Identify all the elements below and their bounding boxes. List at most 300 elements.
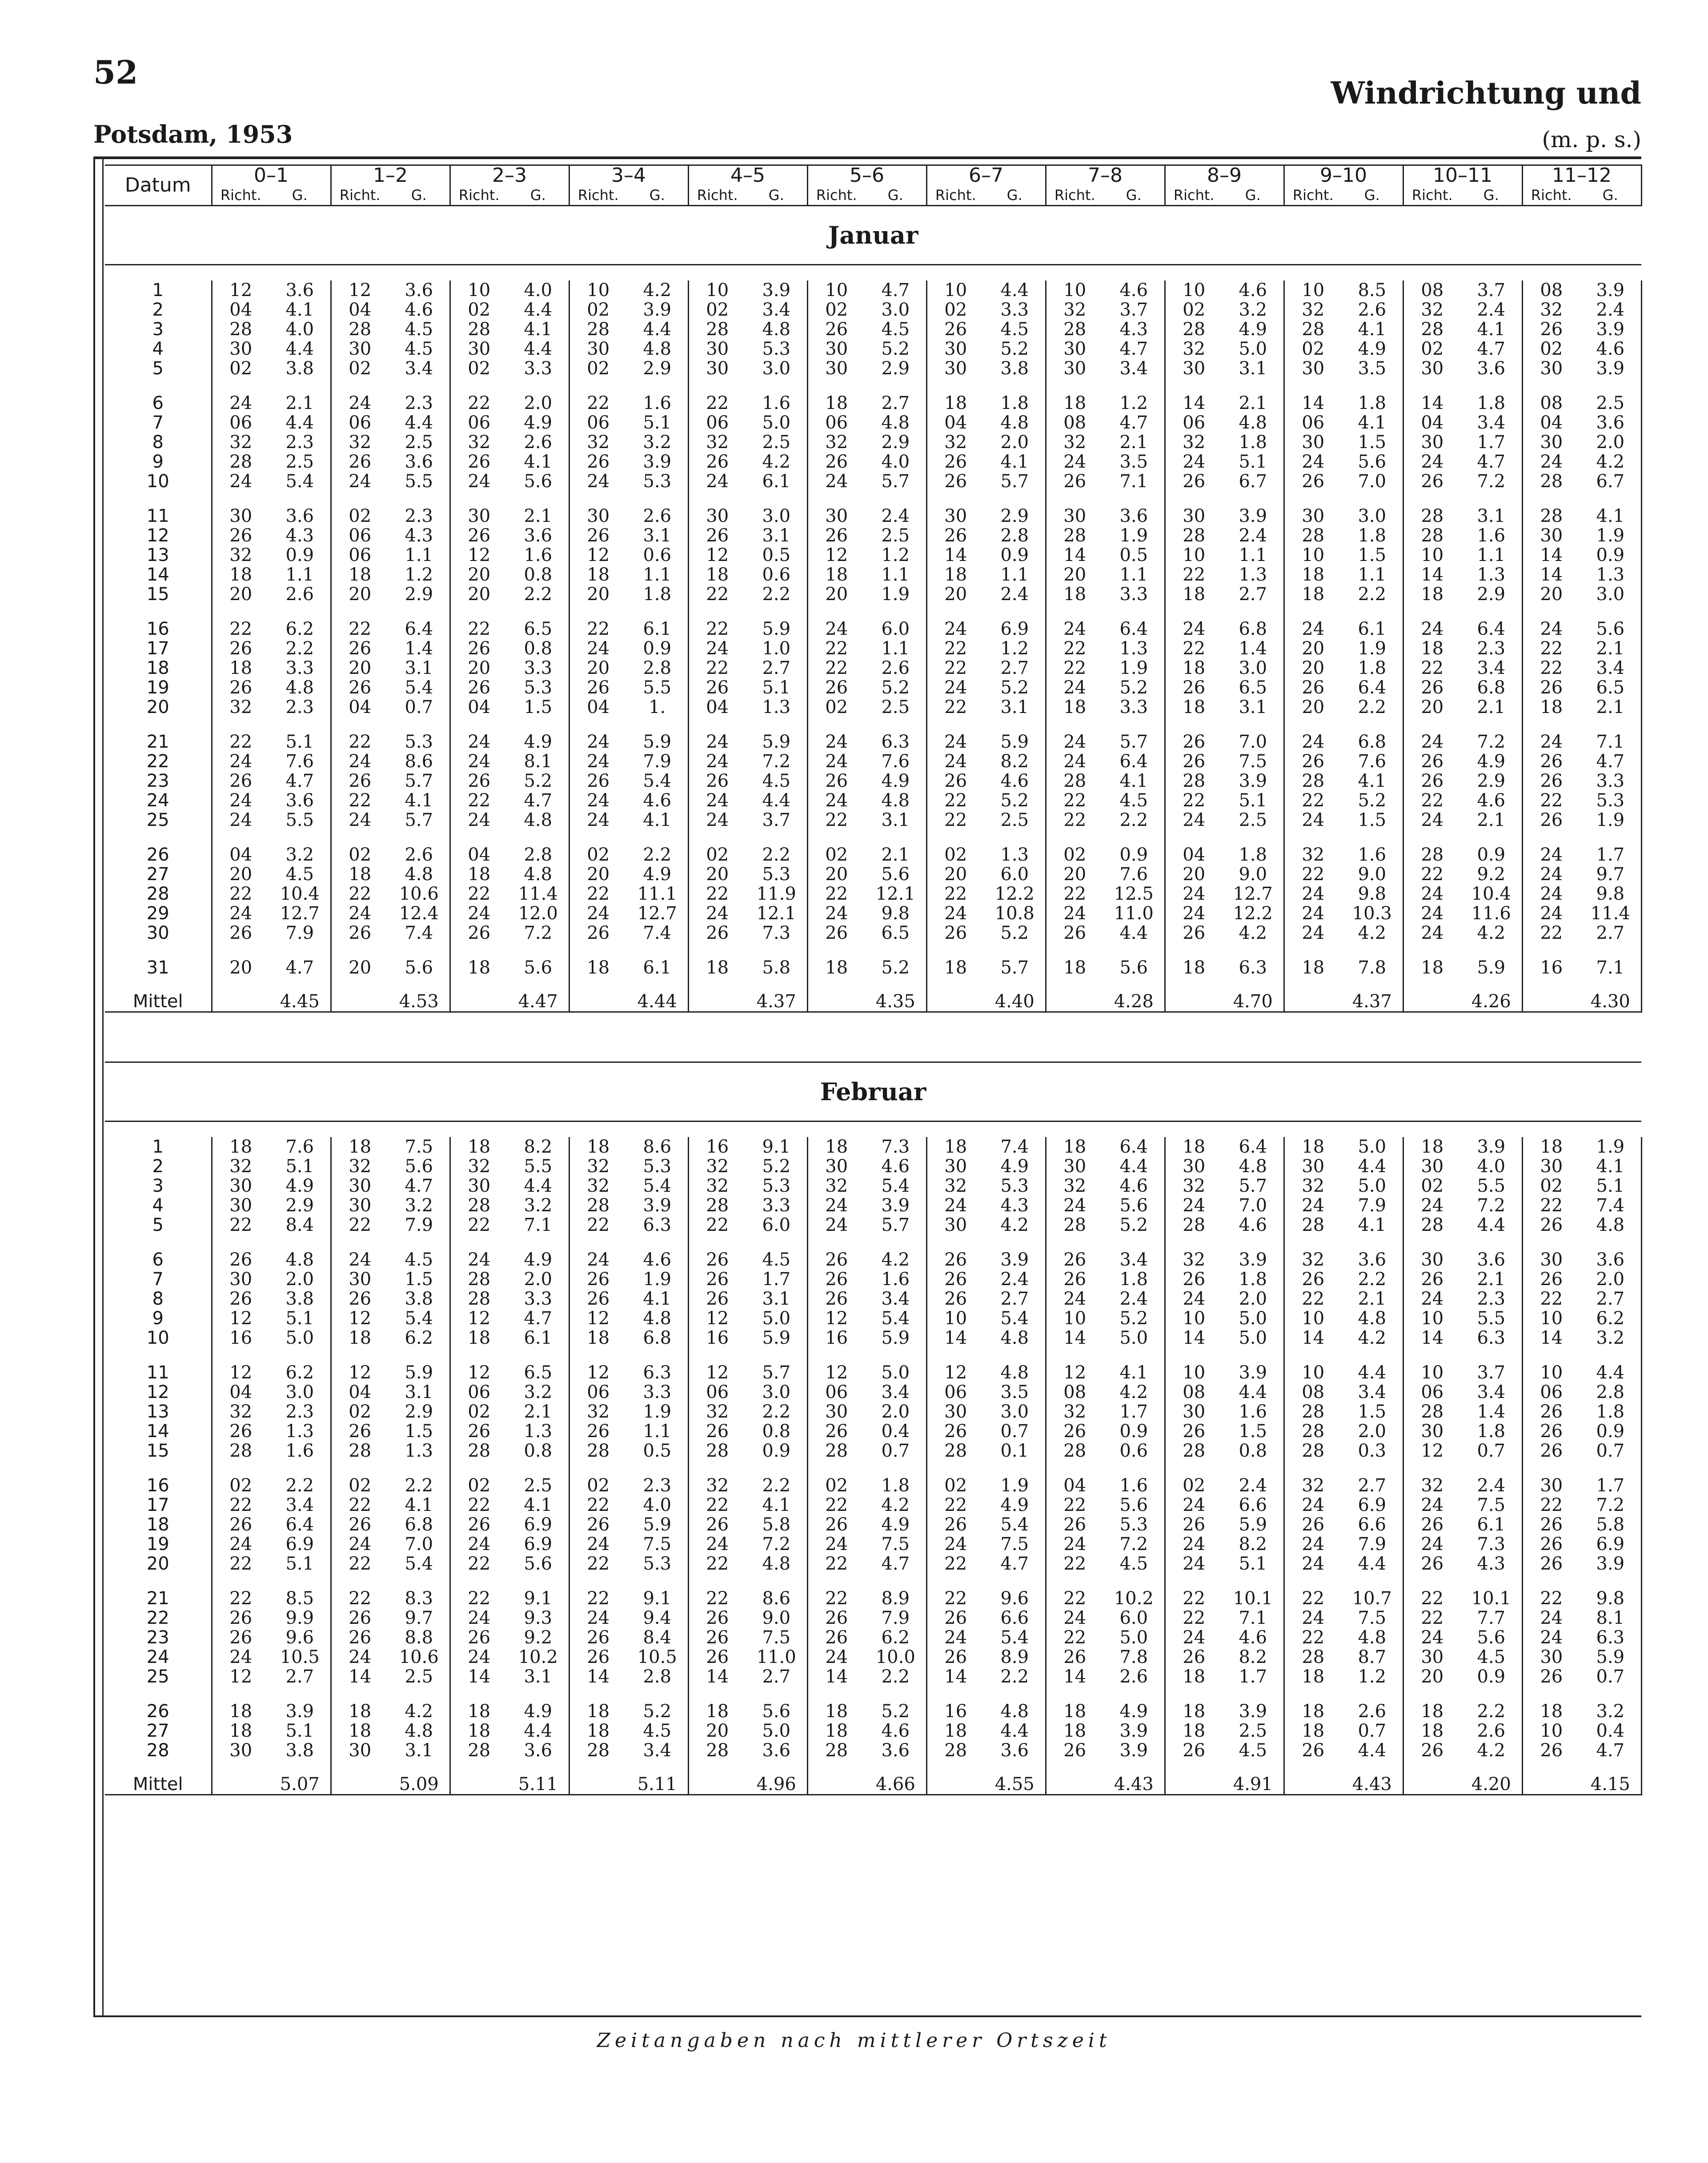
gap-cell [508, 1348, 569, 1363]
direction-cell: 04 [349, 1382, 372, 1402]
speed-cell: 10.8 [984, 904, 1046, 923]
speed-cell: 7.5 [389, 1137, 450, 1157]
direction-cell: 20 [229, 585, 253, 604]
gap-cell [1046, 604, 1103, 619]
direction-cell: 22 [468, 1495, 491, 1515]
speed-cell: 5.0 [865, 1363, 926, 1382]
direction-cell: 14 [706, 1667, 729, 1686]
direction-cell: 22 [825, 1495, 848, 1515]
speed-cell: 4.6 [1223, 280, 1284, 300]
direction-cell: 18 [944, 393, 967, 413]
gap-cell [688, 1235, 746, 1250]
speed-cell: 10.5 [269, 1647, 331, 1667]
gap-cell [688, 830, 746, 845]
direction-cell: 24 [229, 393, 253, 413]
direction-cell: 22 [825, 658, 848, 678]
speed-cell: 2.3 [269, 697, 331, 717]
table-row [105, 585, 1641, 604]
speed-cell: 6.3 [627, 1215, 688, 1235]
speed-cell: 2.2 [984, 1667, 1046, 1686]
direction-cell: 24 [587, 1608, 610, 1628]
speed-cell: 7.8 [1342, 958, 1403, 977]
speed-cell: 6.4 [1103, 1137, 1165, 1157]
direction-cell: 22 [468, 1215, 491, 1235]
direction-cell: 10 [1302, 280, 1325, 300]
speed-cell: 1.3 [389, 1441, 450, 1461]
speed-cell: 8.7 [1342, 1647, 1403, 1667]
speed-cell: 4.8 [508, 810, 569, 830]
table-row [105, 1215, 1641, 1235]
direction-cell: 18 [706, 565, 729, 585]
speed-cell: 6.4 [1103, 752, 1165, 771]
speed-cell: 7.6 [865, 752, 926, 771]
speed-cell: 4.4 [508, 339, 569, 359]
hour-interval-header: 7–8 [1046, 165, 1165, 186]
direction-cell: 24 [229, 904, 253, 923]
speed-cell: 5.7 [746, 1363, 807, 1382]
direction-cell: 18 [825, 958, 848, 977]
direction-cell: 26 [587, 452, 610, 472]
day-cell: 30 [105, 923, 212, 943]
direction-cell: 22 [587, 1495, 610, 1515]
speed-cell: 7.0 [1342, 472, 1403, 491]
direction-cell: 24 [706, 904, 729, 923]
speed-subheader: G. [1461, 185, 1522, 206]
direction-cell: 18 [1063, 697, 1087, 717]
gap-cell [1223, 1348, 1284, 1363]
gap-cell [1284, 717, 1342, 732]
direction-cell: 30 [1421, 1422, 1444, 1441]
gap-cell [926, 378, 984, 393]
speed-cell: 2.1 [1342, 1289, 1403, 1309]
direction-cell: 32 [825, 1176, 848, 1196]
direction-cell: 30 [1540, 526, 1563, 545]
gap-cell [746, 1235, 807, 1250]
day-cell: 7 [105, 413, 212, 433]
speed-cell: 5.2 [746, 1157, 807, 1176]
direction-cell: 24 [1063, 1608, 1087, 1628]
direction-cell: 04 [587, 697, 610, 717]
table-row [105, 1554, 1641, 1574]
speed-cell: 2.1 [1461, 1270, 1522, 1289]
direction-cell: 30 [1183, 506, 1206, 526]
speed-cell: 4.1 [1342, 413, 1403, 433]
mean-speed-cell: 4.55 [984, 1760, 1046, 1795]
direction-cell: 30 [825, 1157, 848, 1176]
direction-cell: 18 [944, 1721, 967, 1741]
direction-cell: 22 [229, 732, 253, 752]
gap-cell [688, 1348, 746, 1363]
direction-cell: 26 [706, 1608, 729, 1628]
gap-cell [984, 943, 1046, 958]
speed-cell: 3.9 [865, 1196, 926, 1215]
speed-cell: 5.5 [508, 1157, 569, 1176]
mean-direction-empty [1403, 977, 1461, 1012]
speed-cell: 5.7 [984, 472, 1046, 491]
speed-cell: 2.4 [1223, 526, 1284, 545]
hour-interval-header: 2–3 [450, 165, 569, 186]
direction-cell: 32 [1302, 845, 1325, 865]
footer-note: Zeitangaben nach mittlerer Ortszeit [597, 2029, 1111, 2052]
speed-cell: 9.2 [1461, 865, 1522, 884]
speed-cell: 3.9 [1223, 506, 1284, 526]
direction-cell: 04 [1183, 845, 1206, 865]
gap-cell [627, 1235, 688, 1250]
speed-cell: 4.0 [1461, 1157, 1522, 1176]
speed-cell: 4.8 [1223, 1157, 1284, 1176]
group-gap-row [105, 717, 1641, 732]
mean-direction-empty [1165, 1760, 1223, 1795]
speed-cell: 2.0 [865, 1402, 926, 1422]
direction-cell: 12 [587, 1363, 610, 1382]
speed-cell: 3.6 [746, 1741, 807, 1760]
speed-cell: 4.1 [627, 1289, 688, 1309]
direction-cell: 24 [349, 1534, 372, 1554]
direction-cell: 32 [229, 545, 253, 565]
speed-cell: 5.0 [1103, 1628, 1165, 1647]
speed-cell: 7.1 [1580, 958, 1641, 977]
speed-cell: 1.7 [1580, 845, 1641, 865]
speed-cell: 6.5 [865, 923, 926, 943]
speed-cell: 7.9 [627, 752, 688, 771]
speed-cell: 4.5 [865, 320, 926, 339]
gap-cell [1223, 1235, 1284, 1250]
speed-cell: 8.6 [746, 1589, 807, 1608]
direction-cell: 30 [229, 339, 253, 359]
bottom-rule [93, 2015, 1641, 2017]
speed-cell: 6.9 [508, 1515, 569, 1534]
table-row [105, 339, 1641, 359]
direction-cell: 24 [349, 752, 372, 771]
gap-cell [627, 1461, 688, 1476]
speed-cell: 5.1 [269, 732, 331, 752]
direction-cell: 12 [468, 1309, 491, 1328]
gap-cell [1580, 1461, 1641, 1476]
speed-cell: 4.7 [1461, 339, 1522, 359]
direction-cell: 18 [1063, 958, 1087, 977]
direction-cell: 32 [1183, 1176, 1206, 1196]
speed-cell: 4.6 [1580, 339, 1641, 359]
speed-cell: 6.1 [627, 619, 688, 639]
gap-cell [807, 943, 865, 958]
speed-cell: 1.5 [1223, 1422, 1284, 1441]
day-cell: 23 [105, 1628, 212, 1647]
speed-cell: 4.8 [627, 1309, 688, 1328]
speed-cell: 2.0 [269, 1270, 331, 1289]
speed-cell: 2.7 [746, 1667, 807, 1686]
day-cell: 25 [105, 810, 212, 830]
direction-cell: 22 [587, 1554, 610, 1574]
direction-cell: 12 [825, 1363, 848, 1382]
speed-cell: 7.2 [746, 1534, 807, 1554]
direction-cell: 18 [1302, 1702, 1325, 1721]
speed-cell: 8.2 [1223, 1534, 1284, 1554]
speed-cell: 9.8 [1342, 884, 1403, 904]
table-row [105, 791, 1641, 810]
direction-cell: 22 [229, 1589, 253, 1608]
month-heading: Februar [105, 1062, 1641, 1122]
speed-cell: 6.1 [746, 472, 807, 491]
direction-cell: 10 [1421, 545, 1444, 565]
speed-cell: 2.7 [1342, 1476, 1403, 1495]
direction-cell: 26 [587, 1289, 610, 1309]
direction-cell: 26 [825, 1250, 848, 1270]
gap-cell [1403, 943, 1461, 958]
speed-cell: 7.1 [1223, 1608, 1284, 1628]
direction-cell: 08 [1540, 280, 1563, 300]
direction-cell: 28 [1063, 526, 1087, 545]
speed-cell: 4.1 [508, 320, 569, 339]
day-cell: 11 [105, 506, 212, 526]
speed-cell: 4.4 [269, 413, 331, 433]
direction-cell: 22 [1540, 923, 1563, 943]
direction-cell: 30 [1183, 1402, 1206, 1422]
direction-cell: 22 [349, 1215, 372, 1235]
speed-cell: 4.7 [269, 771, 331, 791]
gap-cell [807, 1686, 865, 1702]
speed-cell: 2.4 [1461, 1476, 1522, 1495]
direction-cell: 26 [468, 923, 491, 943]
direction-cell: 22 [349, 732, 372, 752]
direction-cell: 24 [468, 732, 491, 752]
direction-cell: 20 [349, 958, 372, 977]
gap-cell [926, 1348, 984, 1363]
direction-cell: 18 [587, 958, 610, 977]
gap-cell [1165, 943, 1223, 958]
direction-cell: 26 [349, 678, 372, 697]
speed-cell: 4.8 [389, 1721, 450, 1741]
direction-cell: 14 [1540, 1328, 1563, 1348]
direction-cell: 14 [825, 1667, 848, 1686]
direction-cell: 32 [349, 1157, 372, 1176]
speed-cell: 5.2 [1103, 1215, 1165, 1235]
direction-cell: 32 [706, 1402, 729, 1422]
day-cell: 14 [105, 565, 212, 585]
speed-cell: 5.2 [627, 1702, 688, 1721]
direction-cell: 18 [825, 565, 848, 585]
mean-direction-empty [331, 1760, 389, 1795]
speed-cell: 1.7 [1580, 1476, 1641, 1495]
speed-cell: 9.1 [508, 1589, 569, 1608]
mean-speed-cell: 4.66 [865, 1760, 926, 1795]
table-row [105, 320, 1641, 339]
direction-cell: 10 [706, 280, 729, 300]
speed-cell: 1.8 [1580, 1402, 1641, 1422]
speed-cell: 3.4 [627, 1741, 688, 1760]
speed-cell: 5.1 [269, 1721, 331, 1741]
gap-cell [1046, 830, 1103, 845]
gap-cell [1223, 491, 1284, 506]
gap-cell [389, 491, 450, 506]
gap-cell [569, 943, 627, 958]
hour-interval-header: 9–10 [1284, 165, 1403, 186]
table-row [105, 545, 1641, 565]
direction-cell: 26 [825, 1422, 848, 1441]
direction-cell: 20 [587, 658, 610, 678]
direction-cell: 02 [349, 1476, 372, 1495]
speed-cell: 5.8 [1580, 1515, 1641, 1534]
speed-cell: 10.4 [269, 884, 331, 904]
direction-cell: 28 [1063, 320, 1087, 339]
direction-cell: 24 [1302, 452, 1325, 472]
direction-cell: 28 [587, 1196, 610, 1215]
speed-cell: 7.3 [746, 923, 807, 943]
direction-cell: 22 [587, 1215, 610, 1235]
day-cell: 19 [105, 1534, 212, 1554]
direction-cell: 26 [1063, 1647, 1087, 1667]
direction-cell: 22 [587, 619, 610, 639]
direction-cell: 22 [1540, 791, 1563, 810]
direction-cell: 28 [706, 1196, 729, 1215]
speed-cell: 7.5 [1461, 1495, 1522, 1515]
direction-cell: 18 [1421, 585, 1444, 604]
speed-cell: 2.4 [1461, 300, 1522, 320]
direction-cell: 26 [825, 1270, 848, 1289]
speed-cell: 1.1 [627, 565, 688, 585]
direction-cell: 24 [1421, 619, 1444, 639]
gap-cell [1522, 1235, 1580, 1250]
speed-cell: 2.5 [746, 433, 807, 452]
speed-cell: 5.5 [627, 678, 688, 697]
direction-cell: 24 [1063, 678, 1087, 697]
speed-cell: 0.5 [746, 545, 807, 565]
direction-cell: 32 [1302, 1250, 1325, 1270]
gap-cell [1223, 604, 1284, 619]
direction-cell: 18 [1063, 393, 1087, 413]
direction-cell: 24 [1540, 904, 1563, 923]
speed-cell: 6.4 [1342, 678, 1403, 697]
speed-cell: 2.1 [1103, 433, 1165, 452]
speed-cell: 2.0 [1580, 1270, 1641, 1289]
speed-cell: 4.9 [508, 1250, 569, 1270]
direction-cell: 24 [825, 732, 848, 752]
table-row [105, 1667, 1641, 1686]
speed-cell: 12.2 [1223, 904, 1284, 923]
direction-cell: 26 [1540, 678, 1563, 697]
direction-cell: 12 [706, 545, 729, 565]
day-cell: 28 [105, 884, 212, 904]
speed-cell: 3.9 [627, 300, 688, 320]
direction-cell: 22 [229, 884, 253, 904]
mean-speed-cell: 4.15 [1580, 1760, 1641, 1795]
direction-cell: 18 [1421, 1702, 1444, 1721]
gap-cell [1580, 830, 1641, 845]
direction-cell: 26 [944, 320, 967, 339]
direction-cell: 24 [706, 752, 729, 771]
direction-cell: 32 [349, 433, 372, 452]
speed-cell: 9.1 [746, 1137, 807, 1157]
gap-cell [569, 1686, 627, 1702]
gap-cell [1342, 1574, 1403, 1589]
gap-cell [508, 1461, 569, 1476]
speed-cell: 1.3 [1580, 565, 1641, 585]
speed-cell: 4.4 [1342, 1363, 1403, 1382]
gap-cell [746, 604, 807, 619]
direction-cell: 24 [1302, 904, 1325, 923]
direction-cell: 26 [825, 1515, 848, 1534]
table-row [105, 506, 1641, 526]
direction-cell: 28 [1302, 1215, 1325, 1235]
table-row [105, 884, 1641, 904]
gap-cell [1403, 1574, 1461, 1589]
day-cell: 26 [105, 1702, 212, 1721]
direction-cell: 18 [1421, 1721, 1444, 1741]
table-row [105, 958, 1641, 977]
gap-cell [1342, 1235, 1403, 1250]
speed-cell: 7.0 [1223, 1196, 1284, 1215]
speed-cell: 4.0 [627, 1495, 688, 1515]
gap-cell [688, 491, 746, 506]
gap-cell [1046, 1348, 1103, 1363]
speed-cell: 3.1 [1461, 506, 1522, 526]
gap-cell [746, 943, 807, 958]
speed-cell: 4.9 [1223, 320, 1284, 339]
day-cell: 5 [105, 1215, 212, 1235]
direction-cell: 22 [229, 1495, 253, 1515]
speed-cell: 5.1 [1223, 452, 1284, 472]
direction-cell: 20 [706, 1721, 729, 1741]
gap-cell [1103, 378, 1165, 393]
speed-cell: 7.2 [1461, 732, 1522, 752]
speed-cell: 2.6 [627, 506, 688, 526]
speed-cell: 5.2 [984, 791, 1046, 810]
speed-cell: 7.0 [389, 1534, 450, 1554]
direction-cell: 18 [1183, 1702, 1206, 1721]
spacer-row [105, 1122, 1641, 1138]
gap-cell [627, 1348, 688, 1363]
direction-cell: 20 [1302, 697, 1325, 717]
direction-cell: 30 [349, 1176, 372, 1196]
table-row [105, 1250, 1641, 1270]
gap-cell [389, 830, 450, 845]
speed-cell: 12.1 [865, 884, 926, 904]
direction-cell: 12 [825, 1309, 848, 1328]
speed-cell: 2.0 [984, 433, 1046, 452]
speed-cell: 4.7 [1580, 752, 1641, 771]
gap-cell [1522, 943, 1580, 958]
speed-cell: 4.5 [984, 320, 1046, 339]
direction-cell: 30 [1302, 506, 1325, 526]
direction-cell: 20 [349, 658, 372, 678]
direction-cell: 12 [706, 1363, 729, 1382]
speed-cell: 9.8 [1580, 1589, 1641, 1608]
speed-cell: 1.1 [1103, 565, 1165, 585]
mean-speed-cell: 4.91 [1223, 1760, 1284, 1795]
speed-cell: 4.1 [746, 1495, 807, 1515]
speed-cell: 9.9 [269, 1608, 331, 1628]
direction-cell: 24 [706, 810, 729, 830]
direction-cell: 26 [1540, 320, 1563, 339]
speed-cell: 3.2 [1580, 1702, 1641, 1721]
speed-cell: 4.9 [508, 1702, 569, 1721]
direction-cell: 24 [944, 678, 967, 697]
direction-cell: 24 [468, 904, 491, 923]
direction-cell: 18 [706, 1702, 729, 1721]
speed-cell: 1.5 [1342, 545, 1403, 565]
mean-direction-empty [212, 977, 269, 1012]
direction-cell: 28 [825, 1741, 848, 1760]
speed-cell: 1.3 [1223, 565, 1284, 585]
direction-cell: 10 [1183, 280, 1206, 300]
direction-cell: 16 [825, 1328, 848, 1348]
direction-cell: 24 [1302, 1495, 1325, 1515]
direction-cell: 22 [1183, 565, 1206, 585]
wind-data-table [105, 164, 1642, 1795]
direction-cell: 18 [587, 1328, 610, 1348]
direction-cell: 10 [1540, 1721, 1563, 1741]
direction-cell: 06 [349, 545, 372, 565]
speed-cell: 1.7 [1103, 1402, 1165, 1422]
